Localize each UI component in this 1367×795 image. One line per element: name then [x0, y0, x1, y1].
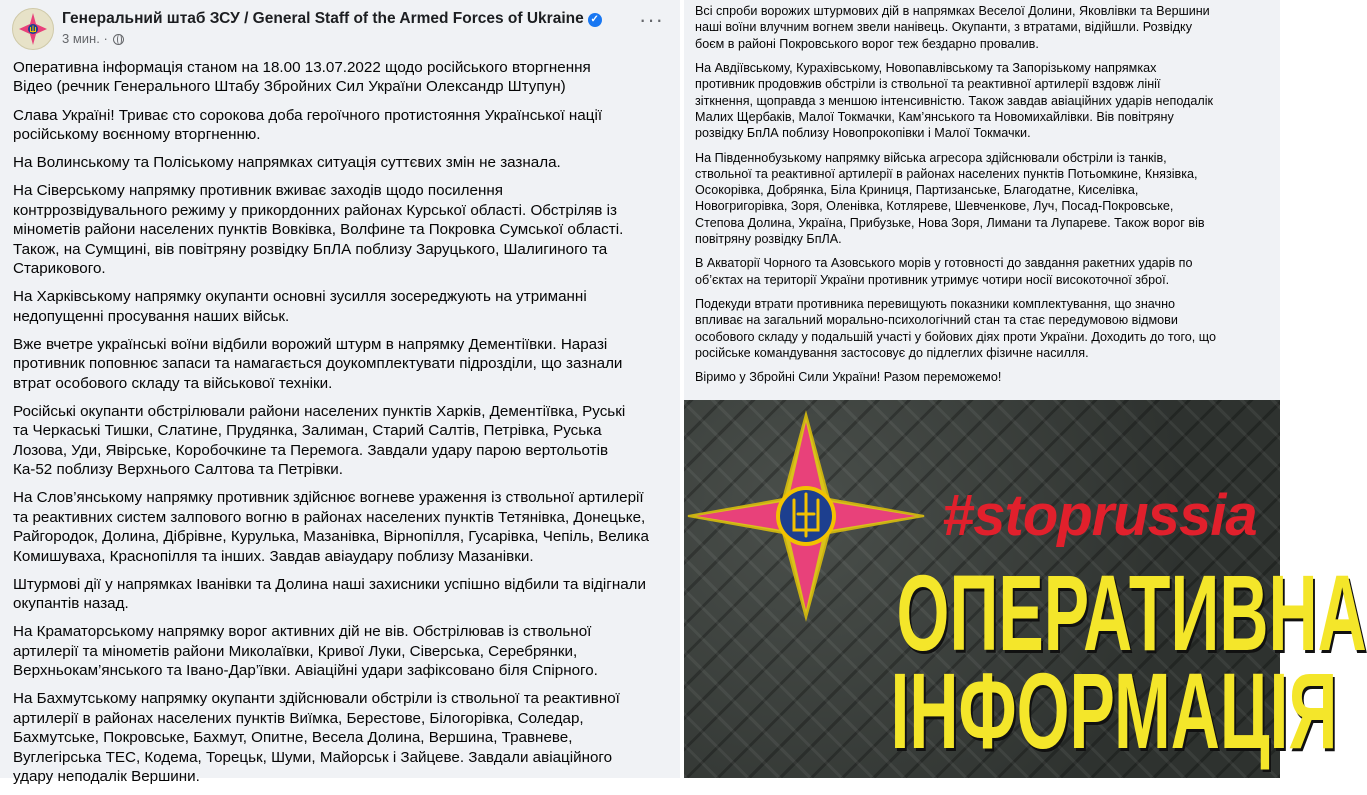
post-meta: [62, 31, 124, 46]
text-line: На Бахмутському напрямку окупанти здійснювали обстріли із ствольної та реактивної: [13, 690, 620, 708]
text-line: На Південнобузькому напрямку війська агресора здійснювали обстріли із танків,: [695, 150, 1167, 165]
text-line: втрат особового складу та військової техніки.: [13, 374, 333, 392]
text-line: Штурмові дії у напрямках Іванівки та Долина наші захисники успішно відбили та відігнали: [13, 575, 647, 593]
paragraph: [13, 335, 669, 393]
text-line: Степова Долина, Україна, Прибузьке, Нова Зоря, Лимани та Лупареве. Також ворог вів: [695, 215, 1205, 230]
paragraph: [695, 255, 1275, 288]
paragraph: [13, 689, 669, 786]
text-line: російському воєнному вторгненню.: [13, 126, 261, 144]
post-text: [13, 58, 669, 795]
text-line: окупантів назад.: [13, 595, 129, 613]
text-line: На Сіверському напрямку противник вживає заходів щодо посилення: [13, 182, 503, 200]
paragraph: [13, 575, 669, 614]
continued-text-body: [695, 3, 1275, 394]
paragraph: [695, 296, 1275, 361]
post-image[interactable]: [684, 400, 1367, 778]
text-line: ствольної та реактивної артилерії в районах населених пунктів Потьомкине, Князівка,: [695, 166, 1198, 181]
text-line: На Краматорському напрямку ворог активних дій не вів. Обстрілював із ствольної: [13, 623, 592, 641]
post-header: [12, 8, 668, 52]
paragraph: [13, 402, 669, 480]
image-title-line2: ІНФОРМАЦІЯ: [890, 650, 1338, 771]
text-line: На Авдіївському, Курахівському, Новопавлівському та Запорізькому напрямках: [695, 60, 1157, 75]
page-avatar[interactable]: [12, 8, 54, 50]
text-line: та реактивних систем залпового вогню в районах населених пунктів Тетянівка, Донецьке,: [13, 508, 646, 526]
text-line: наші воїни влучним вогнем звели нанівець. Окупанти, з втратами, відійшли. Розвідку: [695, 20, 1192, 35]
text-line: Комишуваха, Краснопілля та інших. Завдав авіаудару поблизу Мазанівки.: [13, 547, 534, 565]
public-globe-icon: [113, 34, 124, 45]
author-name[interactable]: Генеральний штаб ЗСУ / General Staff of the Armed Forces of Ukraine: [62, 10, 584, 27]
text-line: повітряну розвідку БпЛА.: [695, 232, 842, 247]
text-line: мінометів райони населених пунктів Вовківка, Волфине та Покровка Сумської області.: [13, 221, 624, 239]
text-line: Віримо у Збройні Сили України! Разом переможемо!: [695, 370, 1002, 385]
text-line: Відео (речник Генерального Штабу Збройних Сил України Олександр Штупун): [13, 78, 566, 96]
text-line: Вже вчетре українські воїни відбили ворожий штурм в напрямку Дементіївки. Наразі: [13, 335, 608, 353]
text-line: артилерії та мінометів райони Миколаївки, Кривої Луки, Сіверська, Серебрянки,: [13, 642, 578, 660]
verified-badge-icon: ✓: [588, 13, 602, 27]
paragraph: [13, 106, 669, 145]
text-line: Осокорівка, Добрянка, Біла Криниця, Партизанське, Благодатне, Киселівка,: [695, 183, 1139, 198]
paragraph: [13, 287, 669, 326]
text-line: боєм в районі Покровського ворог теж бездарно провалив.: [695, 36, 1039, 51]
text-line: противник поповнює запаси та намагається доукомплектувати підрозділи, що зазнали: [13, 355, 623, 373]
text-line: Бахмутське, Покровське, Бахмут, Опитне, Весела Долина, Вершина, Травневе,: [13, 729, 573, 747]
text-line: недопущенні просування наших військ.: [13, 307, 290, 325]
text-line: зіткнення, щоправда з меншою інтенсивністю. Також завдав авіаційних ударів неподалік: [695, 93, 1214, 108]
paragraph: [695, 60, 1275, 141]
meta-separator: ·: [103, 31, 108, 46]
text-line: російське командування застосовує до підлеглих фізичне насилля.: [695, 346, 1089, 361]
text-line: На Харківському напрямку окупанти основні зусилля зосереджують на утриманні: [13, 288, 587, 306]
paragraph: [13, 488, 669, 566]
text-line: Російські окупанти обстрілювали райони населених пунктів Харків, Дементіївка, Руські: [13, 402, 626, 420]
text-line: артилерії в районах населених пунктів Виїмка, Берестове, Білогорівка, Соледар,: [13, 709, 584, 727]
post-time[interactable]: 3 мин.: [62, 31, 100, 46]
more-options-button[interactable]: ···: [639, 7, 664, 32]
text-line: В Акваторії Чорного та Азовського морів у готовності до завдання ракетних ударів по: [695, 256, 1193, 271]
text-line: Також, на Сумщині, вів повітряну розвідку БпЛА поблизу Заруцького, Шалигиного та: [13, 240, 608, 258]
text-line: На Слов’янському напрямку противник здійснює вогневе ураження із ствольної артилерії: [13, 489, 644, 507]
text-line: Вуглегірська ТЕС, Кодема, Торецьк, Шуми, Майорськ і Зайцеве. Завдали авіаційного: [13, 748, 613, 766]
text-line: контррозвідувального режиму у прикордонних районах Курської області. Обстріляв із: [13, 201, 617, 219]
paragraph: [13, 181, 669, 278]
post-author[interactable]: [62, 10, 602, 28]
paragraph: [695, 150, 1275, 248]
text-line: Верхньокам’янського та Івано-Дар’ївки. Авіаційні удари зафіксовано біля Спірного.: [13, 662, 598, 680]
stoprussia-hashtag: #stoprussia: [942, 483, 1257, 548]
facebook-post: [0, 0, 680, 785]
text-line: Старикового.: [13, 260, 106, 278]
text-line: Слава Україні! Триває сто сорокова доба героїчного протистояння Української нації: [13, 106, 603, 124]
paragraph: [695, 369, 1275, 385]
paragraph: [13, 622, 669, 680]
text-line: та Черкаські Тишки, Слатине, Прудянка, Залиман, Старий Салтів, Петрівка, Руська: [13, 422, 602, 440]
text-line: Новогригорівка, Зоря, Оленівка, Котляреве, Шевченкове, Луч, Посад-Покровське,: [695, 199, 1174, 214]
post-text-continued: [684, 0, 1280, 400]
paragraph: [13, 153, 669, 172]
text-line: удару неподалік Вершини.: [13, 767, 200, 785]
text-line: Всі спроби ворожих штурмових дій в напрямках Веселої Долини, Яковлівки та Вершини: [695, 4, 1210, 18]
text-line: об’єктах на території України противник утримує чотири носії високоточної зброї.: [695, 272, 1170, 287]
paragraph: [695, 3, 1275, 52]
text-line: Райгородок, Долина, Дібрівне, Курулька, Мазанівка, Вірнопілля, Гусарівка, Чепіль, Велика: [13, 528, 649, 546]
armed-forces-emblem-icon: [13, 9, 53, 49]
text-line: особового складу у подальшій участі у бойових діях проти України. Доходить до того, що: [695, 329, 1217, 344]
text-line: Оперативна інформація станом на 18.00 13.07.2022 щодо російського вторгнення: [13, 59, 591, 76]
text-line: Ка-52 поблизу Верхнього Салтова та Петрівки.: [13, 461, 343, 479]
text-line: впливає на загальний морально-психологічний стан та стає передумовою відмови: [695, 313, 1178, 328]
image-title-line1: ОПЕРАТИВНА: [896, 552, 1367, 673]
text-line: Подекуди втрати противника перевищують показники комплектування, що значно: [695, 297, 1176, 312]
text-line: На Волинському та Поліському напрямках ситуація суттєвих змін не зазнала.: [13, 154, 561, 172]
text-line: розвідку БпЛА поблизу Новопрокопівки і Малої Токмачки.: [695, 126, 1031, 141]
text-line: противник продовжив обстріли із ствольної та реактивної артилерії вздовж лінії: [695, 77, 1161, 92]
paragraph: [13, 58, 669, 97]
text-line: Малих Щербаків, Малої Токмачки, Кам’янського та Новомихайлівки. Вів повітряну: [695, 109, 1174, 124]
text-line: Лозова, Уди, Явірське, Коробочкине та Перемога. Завдали удару парою вертольотів: [13, 441, 609, 459]
